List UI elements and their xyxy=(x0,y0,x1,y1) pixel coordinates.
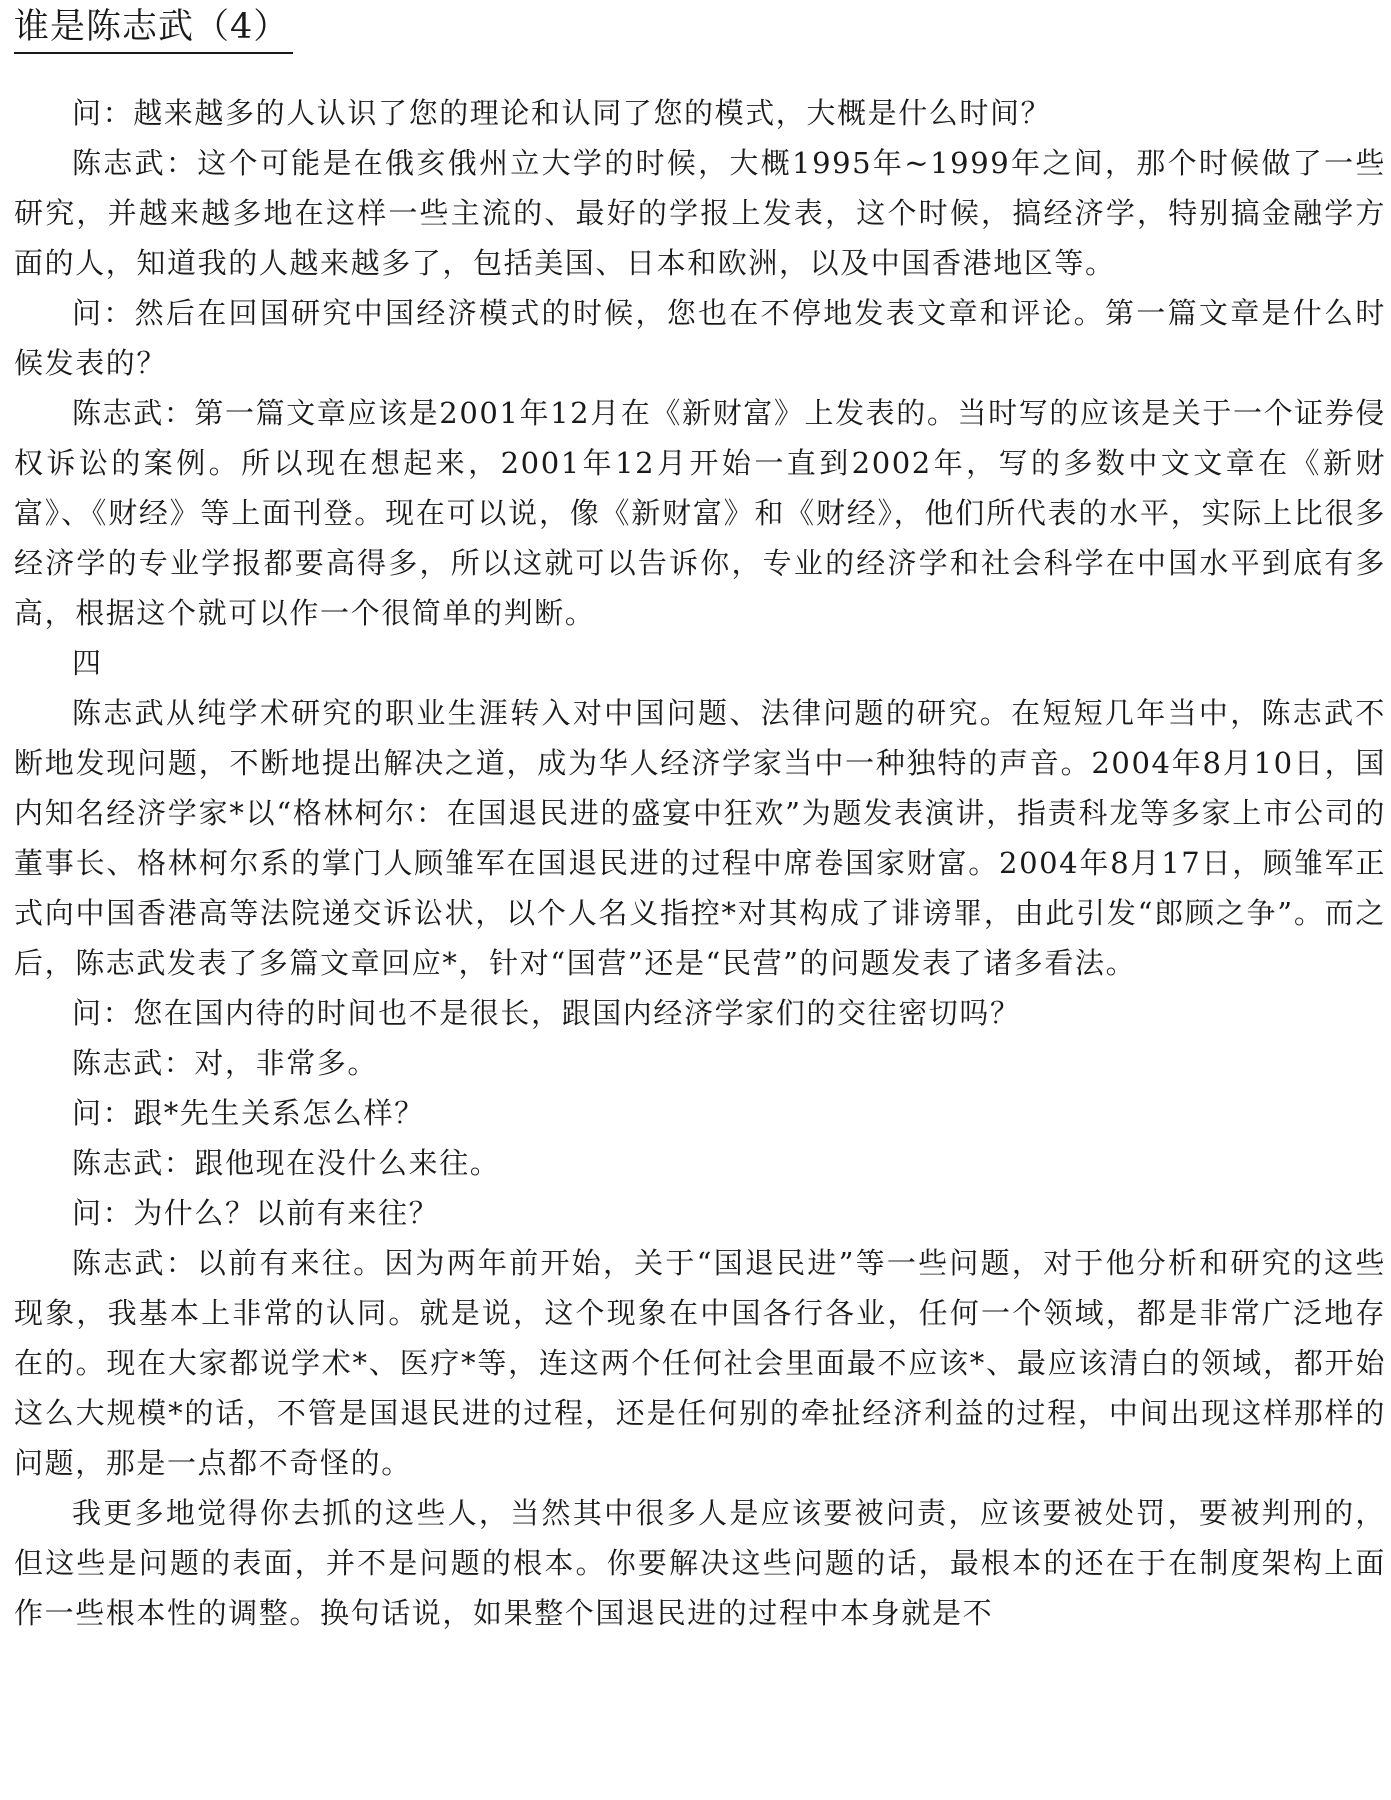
paragraph: 陈志武从纯学术研究的职业生涯转入对中国问题、法律问题的研究。在短短几年当中，陈志武不断地发现问题，不断地提出解决之道，成为华人经济学家当中一种独特的声音。2004年8月10日，国内知名经济学家*以“格林柯尔：在国退民进的盛宴中狂欢”为题发表演讲，指责科龙等多家上市公司的董事长、格林柯尔系的掌门人顾雏军在国退民进的过程中席卷国家财富。2004年8月17日，顾雏军正式向中国香港高等法院递交诉讼状，以个人名义指控*对其构成了诽谤罪，由此引发“郎顾之争”。而之后，陈志武发表了多篇文章回应*，针对“国营”还是“民营”的问题发表了诸多看法。 xyxy=(14,696,1386,980)
paragraph: 问：您在国内待的时间也不是很长，跟国内经济学家们的交往密切吗？ xyxy=(72,996,1021,1030)
paragraph: 问：为什么？以前有来往？ xyxy=(72,1196,440,1230)
article-body xyxy=(14,88,1386,1638)
page-title: 谁是陈志武（4） xyxy=(14,6,293,54)
paragraph: 陈志武：以前有来往。因为两年前开始，关于“国退民进”等一些问题，对于他分析和研究的这些现象，我基本上非常的认同。就是说，这个现象在中国各行各业，任何一个领域，都是非常广泛地存在的。现在大家都说学术*、医疗*等，连这两个任何社会里面最不应该*、最应该清白的领域，都开始这么大规模*的话，不管是国退民进的过程，还是任何别的牵扯经济利益的过程，中间出现这样那样的问题，那是一点都不奇怪的。 xyxy=(14,1246,1386,1480)
paragraph: 问：跟*先生关系怎么样？ xyxy=(72,1096,425,1130)
paragraph: 陈志武：对，非常多。 xyxy=(72,1046,379,1080)
paragraph: 陈志武：这个可能是在俄亥俄州立大学的时候，大概1995年~1999年之间，那个时候做了一些研究，并越来越多地在这样一些主流的、最好的学报上发表，这个时候，搞经济学，特别搞金融学方面的人，知道我的人越来越多了，包括美国、日本和欧洲，以及中国香港地区等。 xyxy=(14,146,1386,280)
paragraph: 问：越来越多的人认识了您的理论和认同了您的模式，大概是什么时间？ xyxy=(72,96,1052,130)
section-heading: 四 xyxy=(72,646,103,680)
paragraph: 我更多地觉得你去抓的这些人，当然其中很多人是应该要被问责，应该要被处罚，要被判刑的，但这些是问题的表面，并不是问题的根本。你要解决这些问题的话，最根本的还在于在制度架构上面作一些根本性的调整。换句话说，如果整个国退民进的过程中本身就是不 xyxy=(14,1496,1386,1630)
title-block xyxy=(14,6,293,54)
paragraph: 陈志武：跟他现在没什么来往。 xyxy=(72,1146,501,1180)
paragraph: 问：然后在回国研究中国经济模式的时候，您也在不停地发表文章和评论。第一篇文章是什么时候发表的？ xyxy=(14,296,1386,380)
paragraph: 陈志武：第一篇文章应该是2001年12月在《新财富》上发表的。当时写的应该是关于一个证券侵权诉讼的案例。所以现在想起来，2001年12月开始一直到2002年，写的多数中文文章在《新财富》、《财经》等上面刊登。现在可以说，像《新财富》和《财经》，他们所代表的水平，实际上比很多经济学的专业学报都要高得多，所以这就可以告诉你，专业的经济学和社会科学在中国水平到底有多高，根据这个就可以作一个很简单的判断。 xyxy=(14,396,1386,630)
